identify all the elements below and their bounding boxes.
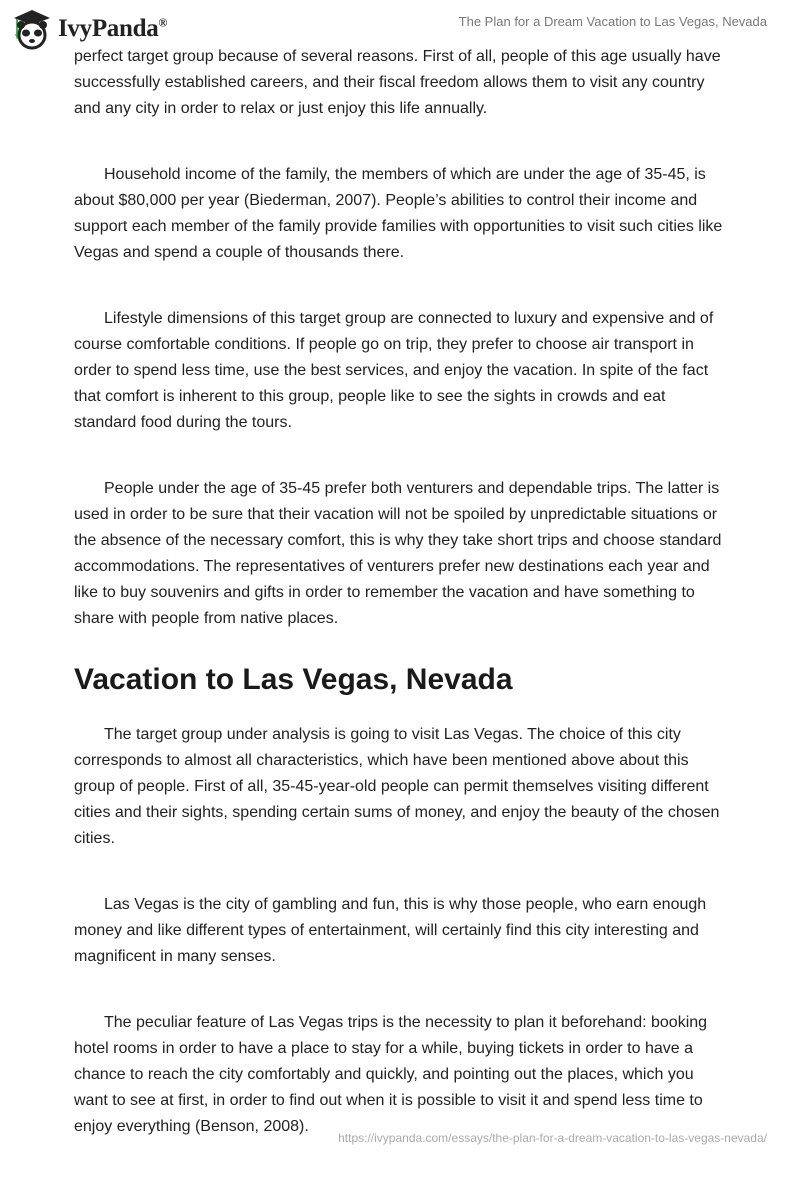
paragraph: Household income of the family, the members of which are under the age of 35-45, is about $80,000 per year (Biederman, 2007). People’s abilities to control their income and support each member of the family provide families with opportunities to visit such cities like Vegas and spend a couple of thousands there. [74, 166, 723, 261]
paragraph: The peculiar feature of Las Vegas trips is the necessity to plan it beforehand: booking hotel rooms in order to have a place to stay for a while, buying tickets in order to have a chance to reach the city comfortably and quickly, and pointing out the places, which you want to see at first, in order to find out when it is possible to visit it and spend less time to enjoy everything (Benson, 2008). [74, 1014, 708, 1135]
paragraph: perfect target group because of several reasons. First of all, people of this age usually have successfully established careers, and their fiscal freedom allows them to visit any country and any city in order to relax or just enjoy this life annually. [74, 48, 721, 117]
section-heading: Vacation to Las Vegas, Nevada [74, 663, 513, 696]
page-header [0, 0, 800, 50]
paragraph: Las Vegas is the city of gambling and fun, this is why those people, who earn enough money and like different types of entertainment, will certainly find this city interesting and magnificent in many senses. [74, 896, 707, 965]
paragraph: The target group under analysis is going to visit Las Vegas. The choice of this city corresponds to almost all characteristics, which have been mentioned above about this group of people. First of all, 35-45-year-old people can permit themselves visiting different cities and their sights, spending certain sums of money, and enjoy the beauty of the chosen cities. [74, 726, 720, 847]
essay-content [74, 44, 730, 1180]
panda-graduate-icon [12, 8, 52, 50]
paragraph: People under the age of 35-45 prefer both venturers and dependable trips. The latter is used in order to be sure that their vacation will not be spoiled by unpredictable situations or the absence of the necessary comfort, this is why they take short trips and choose standard accommodations. The representatives of venturers prefer new destinations each year and like to buy souvenirs and gifts in order to remember the vacation and have something to share with people from native places. [74, 480, 722, 627]
paragraph: Lifestyle dimensions of this target group are connected to luxury and expensive and of course comfortable conditions. If people go on trip, they prefer to choose air transport in order to spend less time, use the best services, and enjoy the vacation. In spite of the fact that comfort is inherent to this group, people like to see the sights in crowds and eat standard food during the tours. [74, 310, 714, 431]
logo-text: IvyPanda® [58, 15, 168, 42]
document-title: The Plan for a Dream Vacation to Las Vegas, Nevada [458, 14, 767, 29]
source-url-link[interactable]: https://ivypanda.com/essays/the-plan-for-a-dream-vacation-to-las-vegas-nevada/ [338, 1131, 767, 1145]
